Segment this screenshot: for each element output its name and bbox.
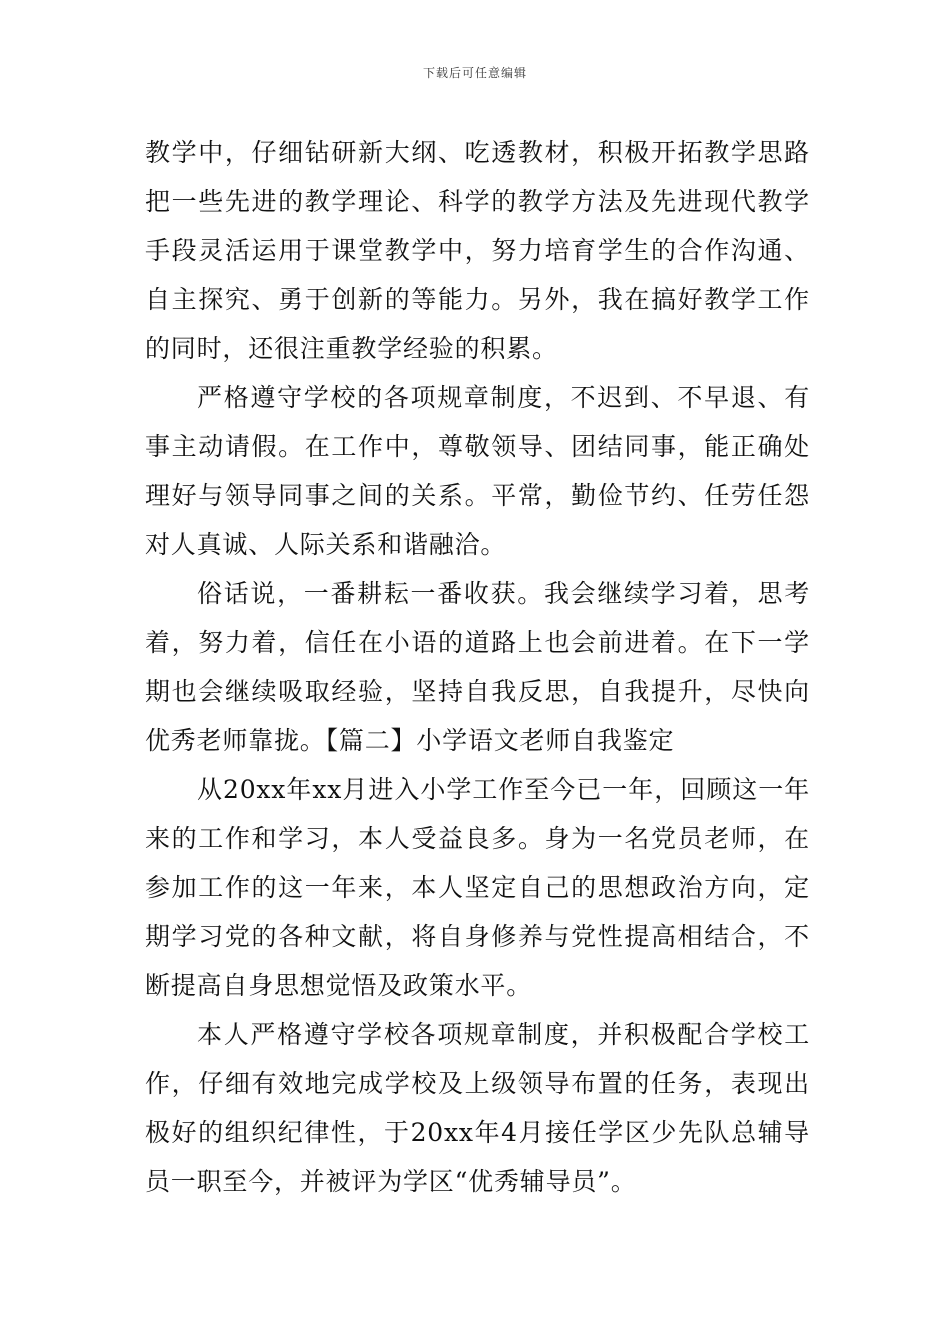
- paragraph-3: 俗话说，一番耕耘一番收获。我会继续学习着，思考着，努力着，信任在小语的道路上也会前进着。在下一学期也会继续吸取经验，坚持自我反思，自我提升，尽快向优秀老师靠拢。【篇二】小学语文老师自我鉴定: [145, 579, 810, 755]
- paragraph-2: 严格遵守学校的各项规章制度，不迟到、不早退、有事主动请假。在工作中，尊敬领导、团结同事，能正确处理好与领导同事之间的关系。平常，勤俭节约、任劳任怨对人真诚、人际关系和谐融洽。: [145, 383, 810, 559]
- page-header: 下载后可任意编辑: [422, 66, 527, 80]
- document-body: [145, 128, 810, 1206]
- paragraph-1: 教学中，仔细钻研新大纲、吃透教材，积极开拓教学思路把一些先进的教学理论、科学的教学方法及先进现代教学手段灵活运用于课堂教学中，努力培育学生的合作沟通、自主探究、勇于创新的等能力。另外，我在搞好教学工作的同时，还很注重教学经验的积累。: [145, 138, 810, 363]
- paragraph-5: 本人严格遵守学校各项规章制度，并积极配合学校工作，仔细有效地完成学校及上级领导布置的任务，表现出极好的组织纪律性，于20xx年4月接任学区少先队总辅导员一职至今，并被评为学区“优秀辅导员”。: [145, 1020, 810, 1196]
- paragraph-4: 从20xx年xx月进入小学工作至今已一年，回顾这一年来的工作和学习，本人受益良多。身为一名党员老师，在参加工作的这一年来，本人坚定自己的思想政治方向，定期学习党的各种文献，将自身修养与党性提高相结合，不断提高自身思想觉悟及政策水平。: [145, 775, 810, 1000]
